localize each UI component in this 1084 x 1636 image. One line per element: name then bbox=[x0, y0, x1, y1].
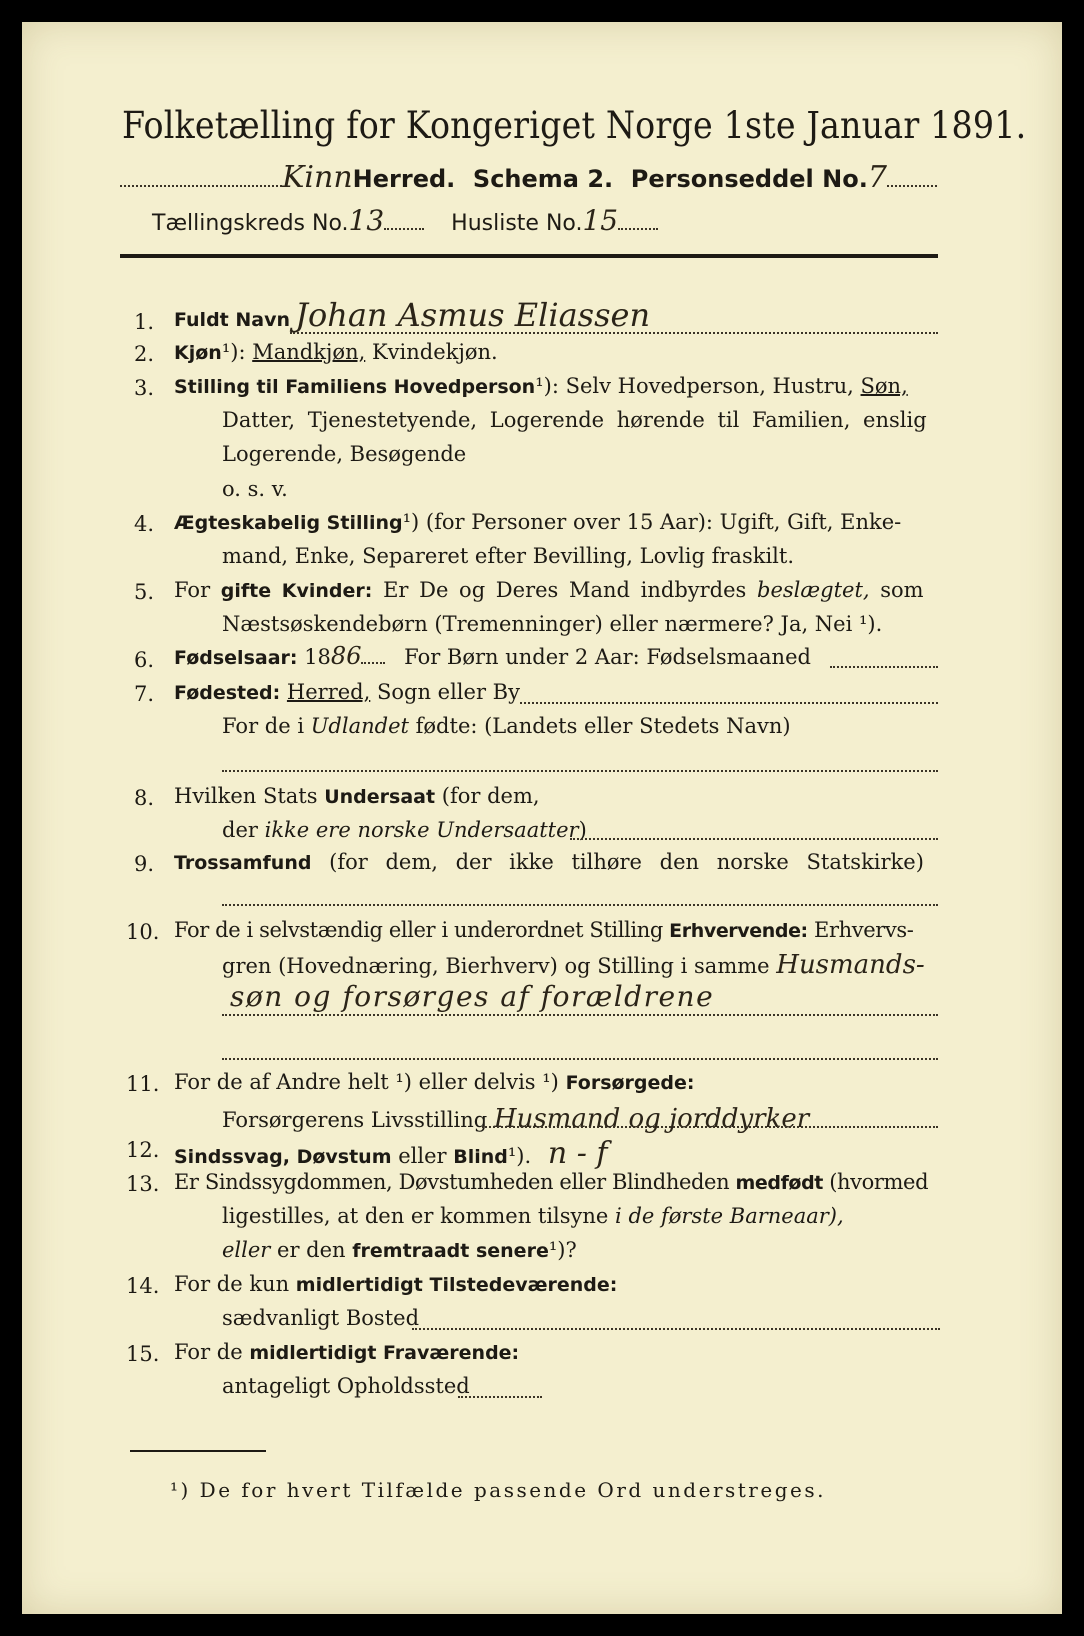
q2-line: Kjøn¹): Mandkjøn, Kvindekjøn. bbox=[174, 340, 498, 364]
q3-line3: Logerende, Besøgende bbox=[222, 442, 467, 466]
kreds-label: Tællingskreds No. bbox=[152, 211, 349, 236]
q7-label: Fødested: bbox=[174, 682, 281, 704]
q7-option-herred: Herred, bbox=[286, 680, 371, 704]
q11-line2: Forsørgerens Livsstilling Husmand og jorddyrker bbox=[222, 1104, 810, 1134]
q2-label: Kjøn bbox=[174, 342, 222, 364]
q9-number: 9. bbox=[134, 852, 155, 876]
q12-line: Sindssvag, Døvstum eller Blind¹). n - f bbox=[174, 1136, 608, 1171]
personseddel-label: Personseddel No. bbox=[630, 165, 868, 193]
header-line bbox=[120, 160, 937, 195]
husliste-label: Husliste No. bbox=[451, 211, 583, 236]
q10-number: 10. bbox=[126, 920, 160, 944]
q12-number: 12. bbox=[126, 1138, 160, 1162]
q6-label: Fødselsaar: bbox=[174, 647, 298, 669]
q9-label: Trossamfund bbox=[174, 852, 312, 874]
q6-line: Fødselsaar: 1886 For Børn under 2 Aar: Fødselsmaaned bbox=[174, 642, 811, 670]
q4-label: Ægteskabelig Stilling bbox=[174, 512, 403, 534]
q3-label: Stilling til Familiens Hovedperson bbox=[174, 376, 536, 398]
q5-label: gifte Kvinder: bbox=[220, 580, 373, 602]
herred-label: Herred. bbox=[352, 165, 456, 193]
q3-line2: Datter, Tjenestetyende, Logerende hørende til Familien, enslig bbox=[222, 408, 927, 432]
q11-answer: Husmand og jorddyrker bbox=[493, 1104, 810, 1134]
q11-line1: For de af Andre helt ¹) eller delvis ¹) Forsørgede: bbox=[174, 1070, 695, 1094]
q15-number: 15. bbox=[126, 1342, 160, 1366]
q13-line1: Er Sindssygdommen, Døvstumheden eller Blindheden medfødt (hvormed bbox=[174, 1170, 929, 1194]
q3-number: 3. bbox=[134, 376, 155, 400]
q3-line1: Stilling til Familiens Hovedperson¹): Selv Hovedperson, Hustru, Søn, bbox=[174, 374, 908, 398]
q10-answer-2: søn og forsørges af forældrene bbox=[230, 980, 715, 1013]
q14-line1: For de kun midlertidigt Tilstedeværende: bbox=[174, 1272, 618, 1296]
herred-value: Kinn bbox=[282, 160, 353, 195]
q2-number: 2. bbox=[134, 342, 155, 366]
q5-line1: For gifte Kvinder: Er De og Deres Mand indbyrdes beslægtet, som bbox=[174, 578, 924, 602]
q14-number: 14. bbox=[126, 1274, 160, 1298]
q9-line: Trossamfund (for dem, der ikke tilhøre den norske Statskirke) bbox=[174, 850, 924, 874]
q2-option-female: Kvindekjøn. bbox=[371, 340, 498, 364]
q8-line2: der ikke ere norske Undersaatter) bbox=[222, 818, 587, 842]
q7-line1: Fødested: Herred, Sogn eller By bbox=[174, 680, 520, 704]
q6-year-value: 86 bbox=[330, 642, 362, 670]
q14-label: midlertidigt Tilstedeværende: bbox=[295, 1274, 618, 1296]
personseddel-value: 7 bbox=[867, 160, 887, 195]
q10-line2: gren (Hovednæring, Bierhverv) og Stilling i samme Husmands- bbox=[222, 950, 925, 980]
q14-line2: sædvanligt Bosted bbox=[222, 1306, 420, 1330]
census-form-page bbox=[22, 22, 1062, 1614]
q15-label: midlertidigt Fraværende: bbox=[249, 1342, 520, 1364]
husliste-value: 15 bbox=[582, 204, 619, 237]
q11-number: 11. bbox=[126, 1072, 160, 1096]
q12-answer: n - f bbox=[547, 1136, 608, 1171]
footnote-divider bbox=[130, 1450, 266, 1452]
q4-line2: mand, Enke, Separeret efter Bevilling, Lovlig fraskilt. bbox=[222, 544, 795, 568]
q7-line2: For de i Udlandet fødte: (Landets eller Stedets Navn) bbox=[222, 714, 791, 738]
q8-line1: Hvilken Stats Undersaat (for dem, bbox=[174, 784, 540, 808]
q1-number: 1. bbox=[134, 310, 155, 334]
q3-line4: o. s. v. bbox=[222, 477, 288, 501]
q15-line2: antageligt Opholdssted bbox=[222, 1374, 470, 1398]
q4-line1: Ægteskabelig Stilling¹) (for Personer over 15 Aar): Ugift, Gift, Enke- bbox=[174, 510, 902, 534]
q10-answer-1: Husmands- bbox=[776, 950, 925, 980]
kreds-value: 13 bbox=[348, 204, 385, 237]
footnote: ¹) De for hvert Tilfælde passende Ord understreges. bbox=[170, 1478, 826, 1502]
q1-line bbox=[174, 296, 650, 334]
q13-number: 13. bbox=[126, 1172, 160, 1196]
q3-option-son: Søn, bbox=[860, 374, 908, 398]
q10-line1: For de i selvstændig eller i underordnet Stilling Erhvervende: Erhvervs- bbox=[174, 918, 914, 942]
schema-label: Schema 2. bbox=[472, 165, 614, 193]
q6-number: 6. bbox=[134, 648, 155, 672]
q12-label: Sindssvag, Døvstum bbox=[174, 1146, 392, 1168]
form-title: Folketælling for Kongeriget Norge 1ste Januar 1891. bbox=[122, 104, 1027, 147]
q13-line2: ligestilles, at den er kommen tilsyne i de første Barneaar), bbox=[222, 1204, 844, 1228]
header-divider bbox=[120, 254, 938, 258]
q15-line1: For de midlertidigt Fraværende: bbox=[174, 1340, 520, 1364]
q5-number: 5. bbox=[134, 580, 155, 604]
q1-label: Fuldt Navn bbox=[174, 309, 291, 331]
q8-number: 8. bbox=[134, 786, 155, 810]
q2-option-male: Mandkjøn, bbox=[252, 340, 366, 364]
kreds-line bbox=[152, 204, 658, 237]
q4-number: 4. bbox=[134, 512, 155, 536]
q5-line2: Næstsøskendebørn (Tremenninger) eller nærmere? Ja, Nei ¹). bbox=[222, 612, 883, 636]
q7-number: 7. bbox=[134, 682, 155, 706]
q1-answer: Johan Asmus Eliassen bbox=[295, 296, 651, 334]
q13-line3: eller er den fremtraadt senere¹)? bbox=[222, 1238, 577, 1262]
